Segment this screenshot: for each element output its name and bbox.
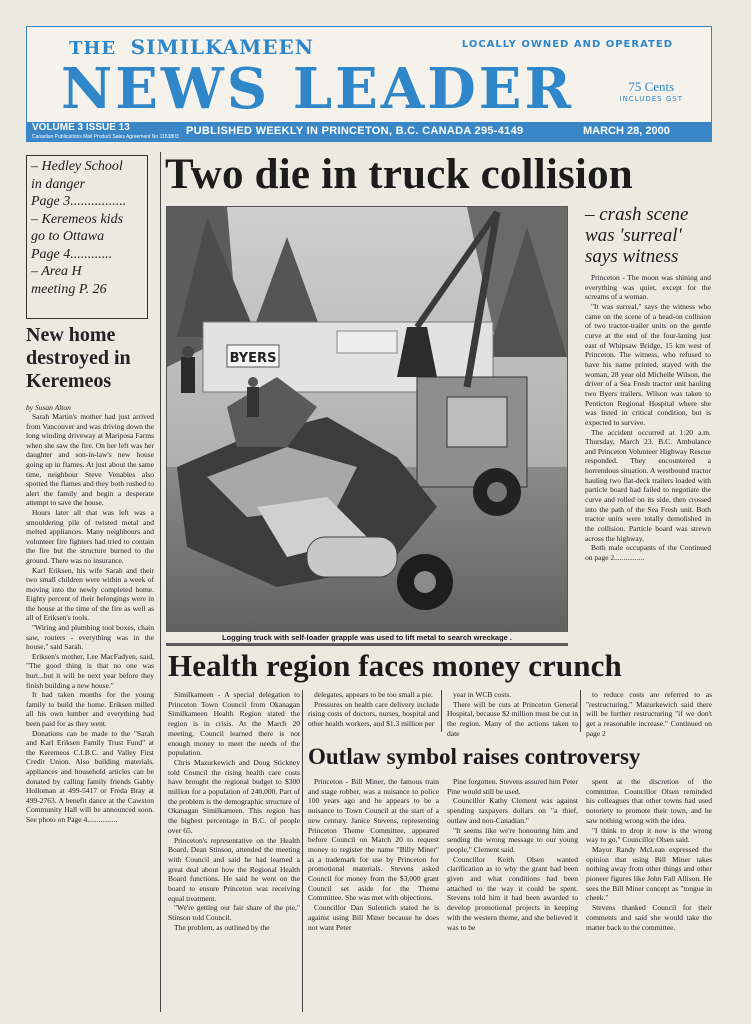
main-headline: Two die in truck collision: [165, 151, 633, 198]
masthead-similkameen: SIMILKAMEEN: [130, 35, 315, 59]
outlaw-headline: Outlaw symbol raises controversy: [308, 744, 641, 769]
index-line: go to Ottawa: [31, 229, 105, 244]
paragraph: Stevens thanked Council for their comments and said she would take the matter back to the committee.: [586, 903, 712, 932]
index-line: meeting P. 26: [31, 281, 107, 297]
outlaw-column-2: [447, 777, 578, 932]
column-rule: [441, 690, 442, 732]
paragraph: Pine forgotten. Stevens assured him Peter Pine would still be used.: [447, 777, 578, 796]
volume-issue: VOLUME 3 ISSUE 13: [32, 122, 130, 133]
price: 75 Cents: [628, 79, 675, 94]
side-story-body: [26, 412, 154, 825]
paragraph: "It was surreal," says the witness who came on the scene of a head-on collision of two tractor-trailer units on the gentle curve at the end of the four-laning just east of Whipsaw Bridge, 15 km west of Princeton. The witness, who refused to have his name printed, stayed with the woman, 28 year old Michelle Wilson, the driver of a Sea Fresh tractor unit hauling two Byers trailers. Wilson was taken to Penticton Regional Hospital where she was listed in critical condition, but is expected to survive.: [585, 301, 711, 427]
side-story-headline: New home destroyed in Keremeos: [26, 324, 131, 392]
paragraph: Pressures on health care delivery include rising costs of doctors, nurses, hospital and other health workers, and $1.3 million per: [308, 699, 439, 729]
paragraph: Councillor Kathy Clement was against spending taxpayers dollars on "a thief, outlaw and non-Canadian.": [447, 796, 578, 825]
paragraph: Princeton - The moon was shining and everything was quiet, except for the screams of a woman.: [585, 273, 711, 302]
paragraph: It had taken months for the young family to build the home. Eriksen milled all his own lumber and everything had been paid for as they went.: [26, 690, 154, 728]
outlaw-column-1: [308, 777, 439, 932]
paragraph: Princeton's representative on the Health Board, Dean Stinson, attended the meeting with Council and said he had learned a great deal about how the Regional Health Board functions. He said he went on the board to ensure Princeton was receiving equal treatment.: [168, 835, 300, 903]
masthead-the: THE: [69, 38, 117, 59]
health-headline: Health region faces money crunch: [168, 648, 622, 683]
main-story-body: [585, 273, 711, 563]
crash-photo-illustration: [167, 207, 568, 646]
main-subheadline: – crash scene was 'surreal' says witness: [585, 204, 689, 267]
index-line: – Area H: [31, 264, 82, 279]
paragraph: Chris Mazurkewich and Doug Stickney told Council the rising health care costs have brought the regional budget to $300 million for a population of 240,000. Part of the problem is the demographic structure of Okanagan Similkameen. This region has the highest percentage in B.C. of people over 65.: [168, 757, 300, 835]
paragraph: "We're getting our fair share of the pie," Stinson told Council.: [168, 903, 300, 923]
paragraph: Karl Eriksen, his wife Sarah and their two small children were within a week of moving into the newly completed home. Eighty percent of their belongings were in the house at the time of the fire as well as all of Eriksen's tools.: [26, 565, 154, 623]
health-column-4: [586, 690, 712, 739]
index-box: [26, 155, 148, 319]
paragraph: Both male occupants of the Continued on page 2................: [585, 543, 711, 563]
paragraph: Councillor Keith Olsen wanted clarification as to why the grant had been given and what conditions had been attached to the way it could be spent. Stevens told him it had been awarded to develop promotional projects in keeping with the western theme, and she believed it was to be: [447, 854, 578, 932]
masthead-info-bar: [26, 122, 712, 142]
index-line: Page 4............: [31, 246, 113, 262]
paragraph: "It seems like we're honouring him and sending the wrong message to our young people," Clement said.: [447, 825, 578, 854]
masthead-tagline: LOCALLY OWNED AND OPERATED: [461, 39, 673, 50]
paragraph: "I think to drop it now is the wrong way to go," Councillor Olsen said.: [586, 825, 712, 845]
paragraph: There will be cuts at Princeton General Hospital, because $2 million must be cut in the region. Many of the actions taken to date: [447, 699, 578, 738]
paragraph: Mayor Randy McLean expressed the opinion that using Bill Miner takes nothing away from other things and other pioneer figures like John Fall Allison. He sees the Bill Miner concept as "tongue in cheek.": [586, 844, 712, 903]
paragraph: The accident occurred at 1:20 a.m. Thursday, March 23. B.C. Ambulance and Princeton Volunteer Highway Rescue responded. They encountered a horrendous situation. A westbound tractor hauling two flat-deck trailers loaded with particle board had failed to negotiate the curve and rolled on its side, then crossed into the path of the Sea Fresh unit. Both tractor units were totally demolished in the collision. Particle board was strewn across the highway.: [585, 427, 711, 543]
paragraph: "Wiring and plumbing tool boxes, chain saw, routers - everything was in the house," said Sarah.: [26, 623, 154, 652]
paragraph: Princeton - Bill Miner, the famous train and stage robber, was a nuisance to police 100 years ago and he appears to be a nuisance to Town Council at the start of a new century. Janice Stevens, representing Princeton Theme Committee, appeared before Council on March 20 to request money to register the name "Billy Miner" as a trademark for use by Princeton for promotional materials. Stevens asked Council for money from the $3,000 grant Council set aside for the Theme Committee. She was met with objections.: [308, 777, 439, 903]
index-line: – Hedley School: [31, 159, 123, 174]
health-column-2: [308, 690, 439, 729]
price-box: [620, 79, 684, 103]
health-column-1: [168, 690, 300, 933]
photo-caption: Logging truck with self-loader grapple was used to lift metal to search wreckage .: [166, 632, 568, 643]
paragraph: Councillor Dan Sulentich stated he is against using Bill Miner because he does not want Peter: [308, 903, 439, 932]
price-note: INCLUDES GST: [619, 95, 683, 103]
paragraph: Hours later all that was left was a smouldering pile of twisted metal and melted appliances. Many neighbours and volunteer fire fighters had tried to contain the fire but the structure burned to the ground. There was no insurance.: [26, 507, 154, 565]
outlaw-column-3: [586, 777, 712, 932]
paragraph: delegates, appears to be too small a pie.: [314, 690, 433, 699]
publication-info: PUBLISHED WEEKLY IN PRINCETON, B.C. CANADA 295-4149: [186, 125, 524, 137]
issue-date: MARCH 28, 2000: [583, 125, 670, 137]
index-line: – Keremeos kids: [31, 211, 124, 227]
paragraph: spent at the discretion of the committee. Councillor Olsen reminded his colleagues that other towns had used notoriety to promote their town, and he saw nothing wrong with the idea.: [586, 777, 712, 825]
column-rule: [580, 690, 581, 732]
column-rule: [160, 152, 161, 1012]
index-line: Page 3................: [31, 194, 127, 209]
paragraph: Sarah Martin's mother had just arrived from Vancouver and was driving down the long winding driveway at Mariposa Farms when she saw the fire. On her left was her daughter and son-in-law's new house going up in flames. At just about the same time, neighbour Steve Venables also spotted the flames and they both rushed to alert the family and begin a desperate attempt to save the house.: [26, 412, 154, 508]
crash-photo: [166, 206, 568, 646]
paragraph: Similkameen - A special delegation to Princeton Town Council from Okanagan Similkameen Health Region stated the region is in crisis. At the March 20 meeting, Council learned there is not enough money to meet the needs of the population.: [168, 690, 300, 758]
side-story-byline: by Susan Alton: [26, 403, 71, 412]
health-column-3: [447, 690, 578, 739]
masthead-title: NEWS LEADER: [61, 56, 574, 122]
trailer-sign: BYERS: [229, 351, 277, 366]
paragraph: The problem, as outlined by the: [174, 922, 270, 932]
column-rule: [302, 690, 303, 1012]
paragraph: year in WCB costs.: [453, 690, 512, 699]
masthead: [26, 26, 712, 132]
index-line: in danger: [31, 176, 86, 192]
paragraph: Eriksen's mother, Lee MacFadyen, said, "The good thing is that no one was hurt...but it will be next year before they finish building a new house.": [26, 651, 154, 690]
mail-agreement: Canadian Publications Mail Product Sales Agreement No 1153803: [32, 134, 179, 140]
paragraph: to reduce costs are referred to as "restructuring." Mazurkewich said there will be further restructuring "if we don't get a reasonable increase." Continued on page 2: [586, 690, 712, 738]
paragraph: Donations can be made to the "Sarah and Karl Eriksen Family Trust Fund" at the Keremeos C.I.B.C. and Valley First Credit Union. Also building materials, appliances and household articles can be donated by calling family friends Gabby Holloman at 499-5417 or Freda Bray at 499-2763. A benefit dance at the Cawston Community Hall will be announced soon. See photo on Page 4................: [26, 728, 154, 824]
